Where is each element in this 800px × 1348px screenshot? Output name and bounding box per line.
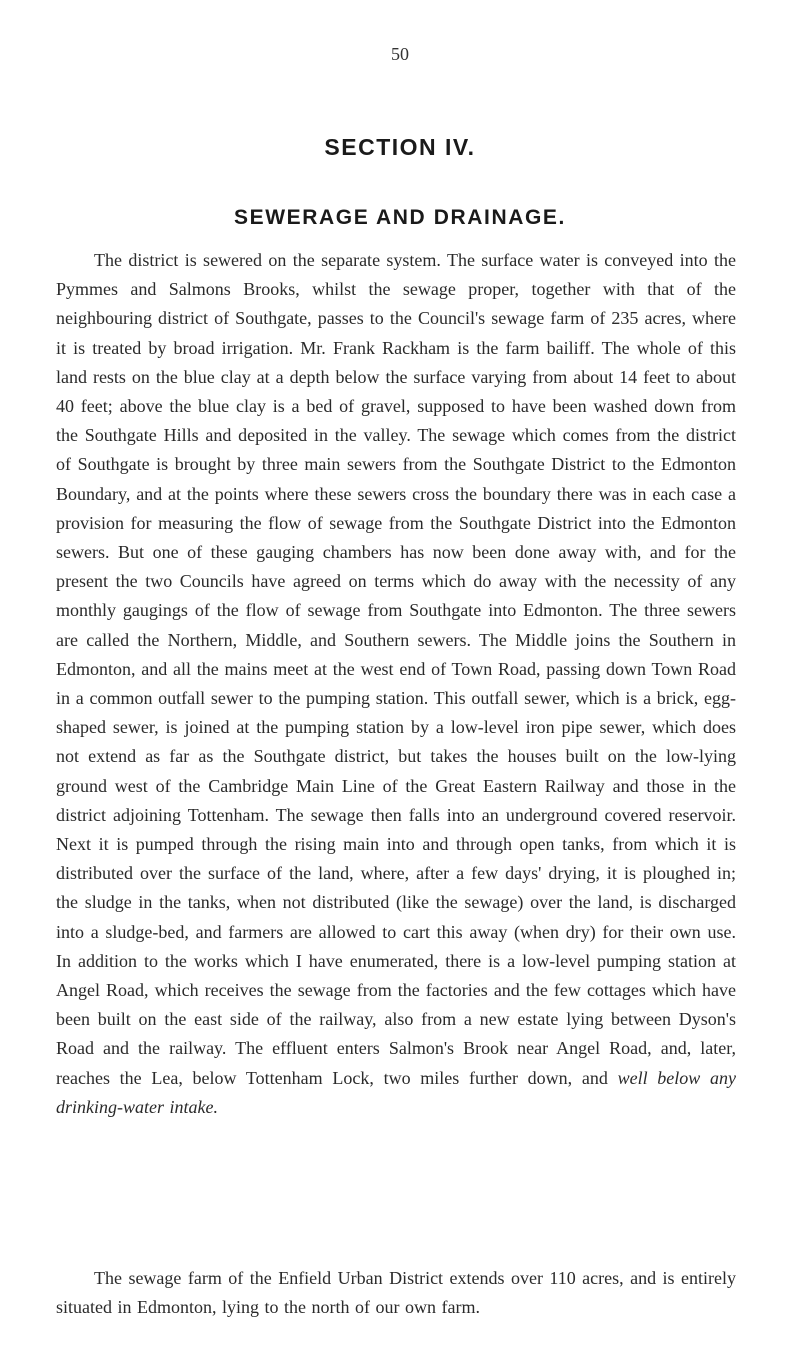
- page-number: 50: [391, 44, 409, 64]
- section-heading: SECTION IV.: [324, 134, 476, 160]
- body-paragraph-sewerage: [56, 246, 736, 1122]
- body-paragraph-enfield-farm: The sewage farm of the Enfield Urban District extends over 110 acres, and is entirely situated in Edmonton, lying to the north of our own farm.: [56, 1268, 736, 1318]
- paragraph-text: The district is sewered on the separate system. The surface water is conveyed into the Pymmes and Salmons Brooks, whilst the sewage proper, together with that of the neighbouring district of Southgate, passes to the Council's sewage farm of 235 acres, where it is treated by broad irrigation. Mr. Frank Rackham is the farm bailiff. The whole of this land rests on the blue clay at a depth below the surface varying from about 14 feet to about 40 feet; above the blue clay is a bed of gravel, supposed to have been washed down from the Southgate Hills and deposited in the valley. The sewage which comes from the district of Southgate is brought by three main sewers from the Southgate District to the Edmonton Boundary, and at the points where these sewers cross the boundary there was in each case a provision for measuring the flow of sewage from the Southgate District into the Edmonton sewers. But one of these gauging chambers has now been done away with, and for the present the two Councils have agreed on terms which do away with the necessity of any monthly gaugings of the flow of sewage from Southgate into Edmonton. The three sewers are called the Northern, Middle, and Southern sewers. The Middle joins the Southern in Edmonton, and all the mains meet at the west end of Town Road, passing down Town Road in a common outfall sewer to the pumping station. This outfall sewer, which is a brick, egg-shaped sewer, is joined at the pumping station by a low-level iron pipe sewer, which does not extend as far as the Southgate district, but takes the houses built on the low-lying ground west of the Cambridge Main Line of the Great Eastern Railway and those in the district adjoining Tottenham. The sewage then falls into an underground covered reservoir. Next it is pumped through the rising main into and through open tanks, from which it is distributed over the surface of the land, where, after a few days' drying, it is ploughed in; the sludge in the tanks, when not distributed (like the sewage) over the land, is discharged into a sludge-bed, and farmers are allowed to cart this away (when dry) for their own use. In addition to the works which I have enumerated, there is a low-level pumping station at Angel Road, which receives the sewage from the factories and the few cottages which have been built on the east side of the railway, also from a new estate lying between Dyson's Road and the railway. The effluent enters Salmon's Brook near Angel Road, and, later, reaches the Lea, below Tottenham Lock, two miles further down, and: [56, 250, 736, 1088]
- section-title: SEWERAGE AND DRAINAGE.: [234, 206, 566, 229]
- italic-emphasis: well below any drinking-water intake.: [56, 1067, 737, 1117]
